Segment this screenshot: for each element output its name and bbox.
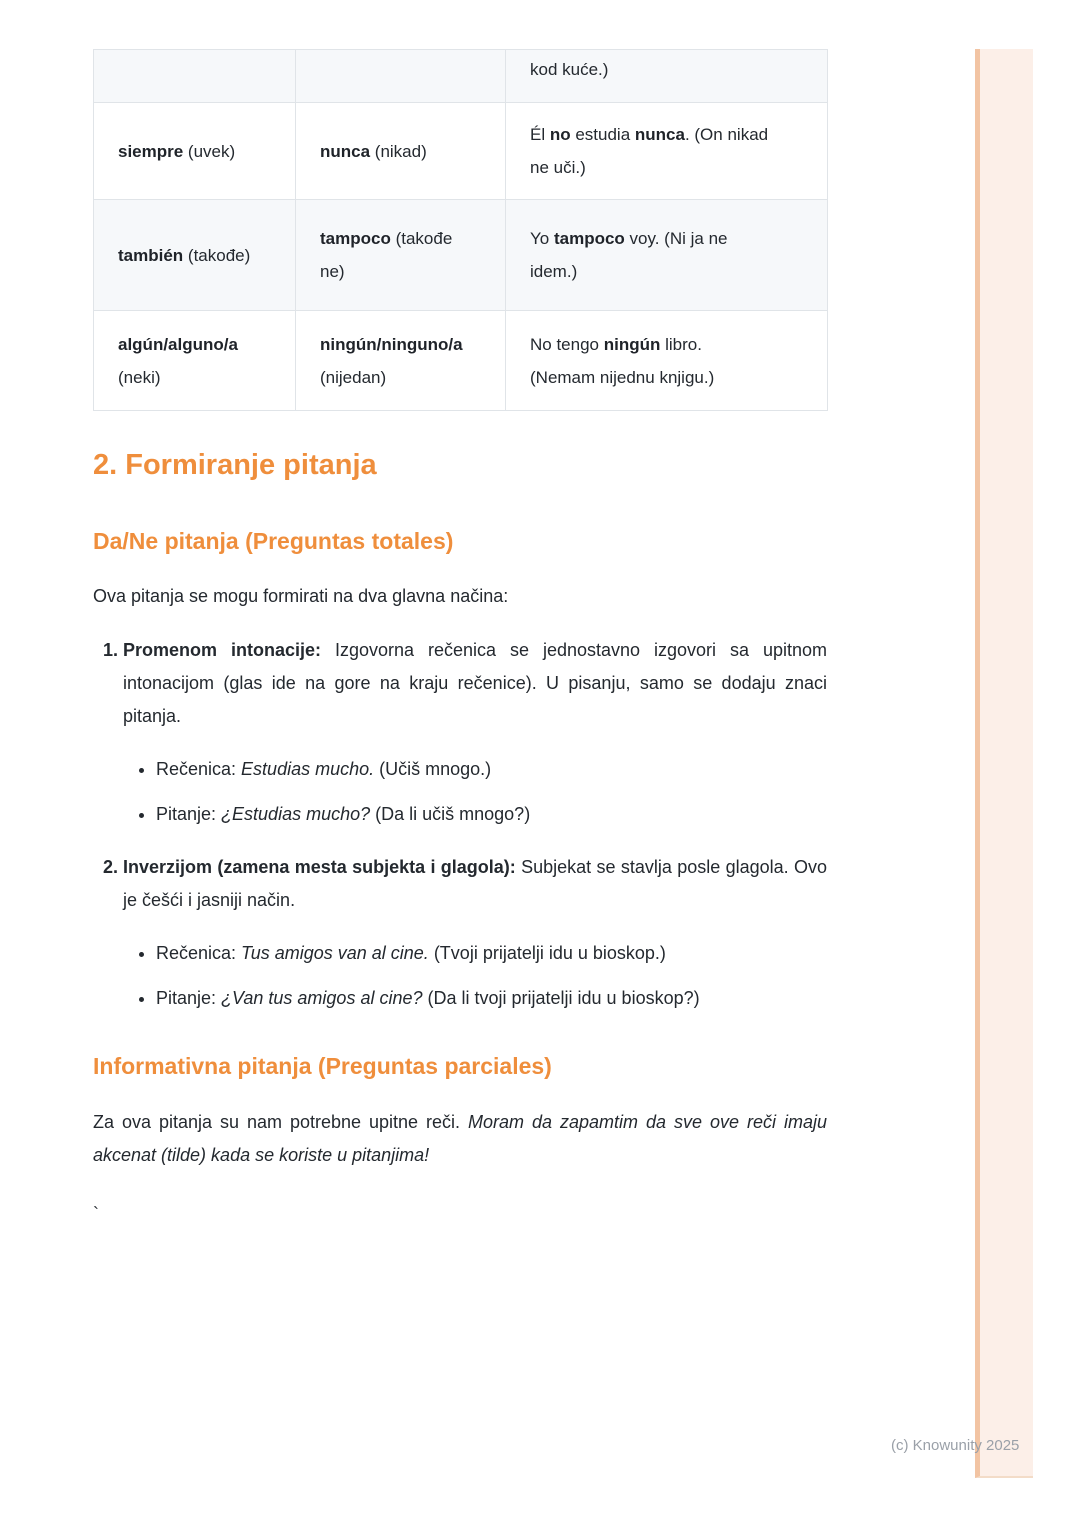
- table-cell: también (takođe): [94, 200, 296, 311]
- table-cell: No tengo ningún libro. (Nemam nijednu knjigu.): [506, 311, 828, 411]
- table-cell: Yo tampoco voy. (Ni ja ne idem.): [506, 200, 828, 311]
- example-item: • Rečenica: Tus amigos van al cine. (Tvoji prijatelji idu u bioskop.): [156, 937, 827, 970]
- example-item: • Pitanje: ¿Van tus amigos al cine? (Da li tvoji prijatelji idu u bioskop?): [156, 982, 827, 1015]
- info-paragraph: Za ova pitanja su nam potrebne upitne reči. Moram da zapamtim da sve ove reči imaju akcenat (tilde) kada se koriste u pitanjima!: [93, 1112, 827, 1165]
- example-item: • Pitanje: ¿Estudias mucho? (Da li učiš mnogo?): [156, 798, 827, 831]
- table-cell: [94, 50, 296, 103]
- table-row: [94, 103, 828, 200]
- table-row: [94, 311, 828, 411]
- table-row: [94, 50, 828, 103]
- table-cell: [296, 50, 506, 103]
- example-bullet-list: [123, 937, 827, 1015]
- example-item: • Rečenica: Estudias mucho. (Učiš mnogo.): [156, 753, 827, 786]
- subsection-heading-da-ne: Da/Ne pitanja (Preguntas totales): [93, 528, 454, 554]
- content-column: [93, 49, 827, 1231]
- section-heading: 2. Formiranje pitanja: [93, 449, 377, 481]
- table-cell: tampoco (takođe ne): [296, 200, 506, 311]
- intro-paragraph: Ova pitanja se mogu formirati na dva glavna načina:: [93, 586, 509, 606]
- table-cell: Él no estudia nunca. (On nikad ne uči.): [506, 103, 828, 200]
- table-row: [94, 200, 828, 311]
- question-methods-list: [93, 634, 827, 1015]
- method-lead: 1. Promenom intonacije: Izgovorna rečenica se jednostavno izgovori sa upitnom intonacijom (glas ide na gore na kraju rečenice). U pisanju, samo se dodaju znaci pitanja.: [123, 640, 828, 726]
- method-item: [123, 851, 827, 1015]
- table-cell: kod kuće.): [506, 50, 828, 103]
- table-cell: algún/alguno/a (neki): [94, 311, 296, 411]
- method-item: [123, 634, 827, 831]
- method-lead: 2. Inverzijom (zamena mesta subjekta i glagola): Subjekat se stavlja posle glagola. Ovo je češći i jasniji način.: [123, 857, 827, 910]
- negation-words-table: [93, 49, 828, 411]
- table-cell: nunca (nikad): [296, 103, 506, 200]
- example-bullet-list: [123, 753, 827, 831]
- table-cell: ningún/ninguno/a (nijedan): [296, 311, 506, 411]
- copyright-note: (c) Knowunity 2025: [891, 1437, 1020, 1454]
- table-cell: siempre (uvek): [94, 103, 296, 200]
- subsection-heading-informativna: Informativna pitanja (Preguntas parciales): [93, 1053, 552, 1079]
- stray-backtick: `: [93, 1204, 99, 1224]
- page-edge-strip: [975, 49, 1033, 1478]
